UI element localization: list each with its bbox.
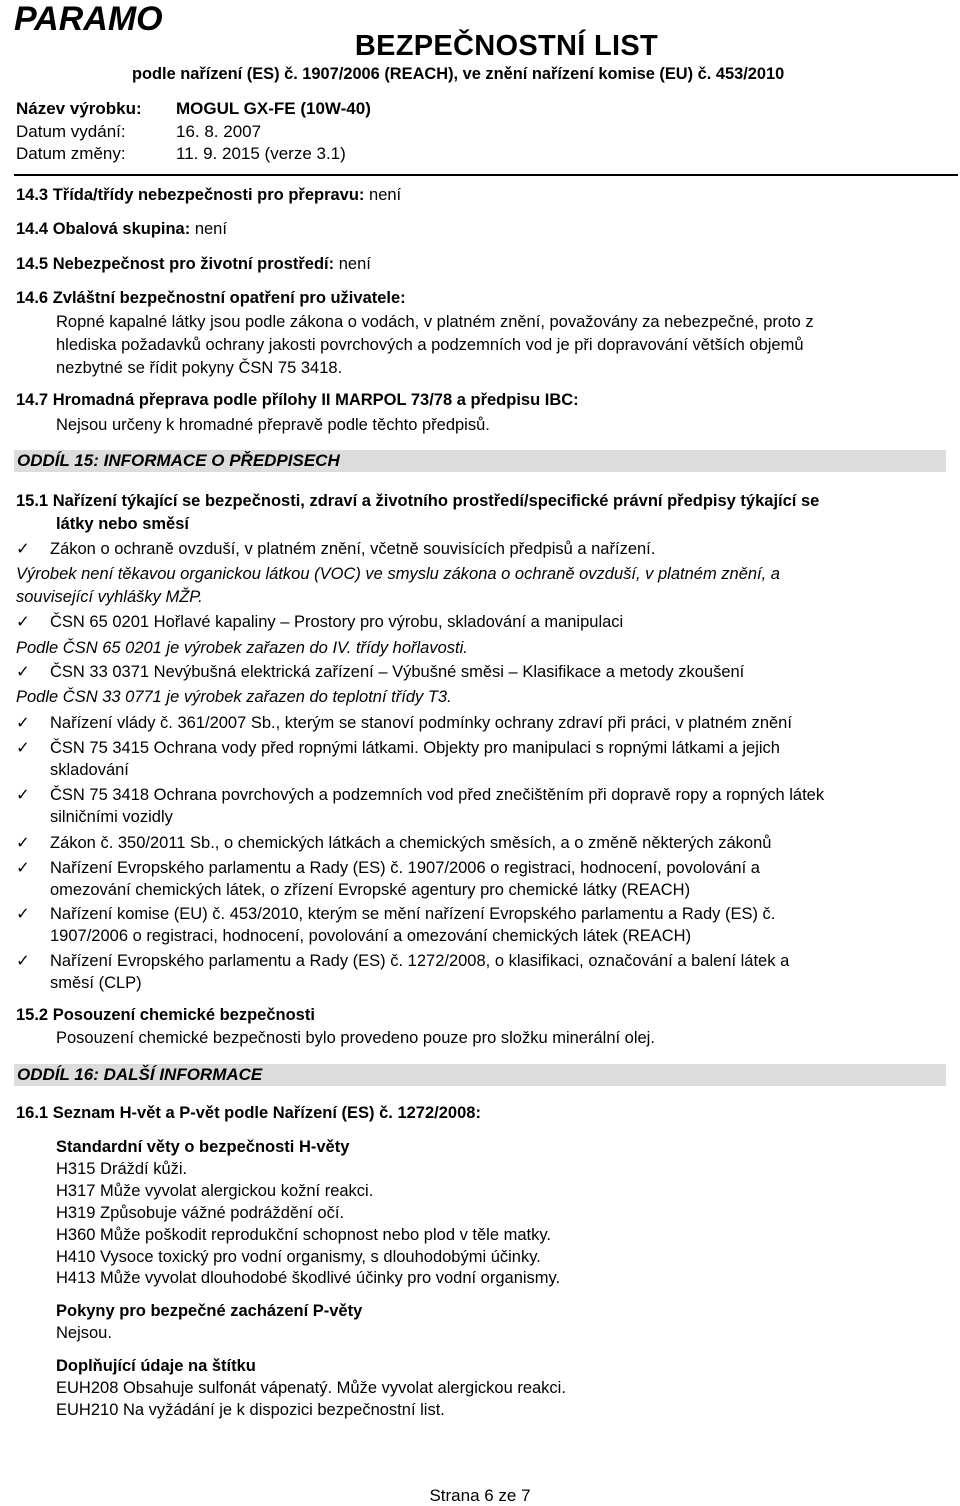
subsection-16-1-title: 16.1 Seznam H-vět a P-vět podle Nařízení (ES) č. 1272/2008: bbox=[16, 1104, 481, 1122]
issue-date-value: 16. 8. 2007 bbox=[176, 122, 262, 141]
change-date-value: 11. 9. 2015 (verze 3.1) bbox=[176, 144, 346, 163]
h-statement: H413 Může vyvolat dlouhodobé škodlivé účinky pro vodní organismy. bbox=[56, 1269, 561, 1287]
product-name-row bbox=[16, 98, 371, 120]
p-statements-text: Nejsou. bbox=[56, 1324, 112, 1342]
h-statement: H319 Způsobuje vážné podráždění očí. bbox=[56, 1204, 345, 1222]
checkmark-icon: ✓ bbox=[16, 714, 30, 732]
subsection-14-3-title: 14.3 Třída/třídy nebezpečnosti pro přepravu: bbox=[16, 186, 365, 204]
regulation-text: ČSN 65 0201 Hořlavé kapaliny – Prostory pro výrobu, skladování a manipulaci bbox=[50, 613, 624, 631]
subsection-15-1-title-line1: 15.1 Nařízení týkající se bezpečnosti, zdraví a životního prostředí/specifické právní předpisy týkající se bbox=[16, 492, 820, 510]
regulation-item bbox=[16, 832, 946, 854]
checkmark-icon: ✓ bbox=[16, 905, 30, 923]
subsection-14-3 bbox=[16, 184, 401, 206]
page-number: Strana 6 ze 7 bbox=[429, 1486, 531, 1505]
checkmark-icon: ✓ bbox=[16, 613, 30, 631]
subsection-14-4-value: není bbox=[194, 220, 227, 238]
checkmark-icon: ✓ bbox=[16, 663, 30, 681]
checkmark-icon: ✓ bbox=[16, 540, 30, 558]
subsection-14-4-title: 14.4 Obalová skupina: bbox=[16, 220, 191, 238]
paramo-logo bbox=[14, 2, 214, 36]
checkmark-icon: ✓ bbox=[16, 786, 30, 804]
regulation-text: ČSN 33 0371 Nevýbušná elektrická zařízení – Výbušné směsi – Klasifikace a metody zkoušení bbox=[50, 663, 745, 681]
checkmark-icon: ✓ bbox=[16, 952, 30, 970]
regulation-text-line1: Nařízení Evropského parlamentu a Rady (ES) č. 1907/2006 o registraci, hodnocení, povolování a bbox=[50, 859, 760, 877]
regulation-text-line2: 1907/2006 o registraci, hodnocení, povolování a omezování chemických látek (REACH) bbox=[50, 927, 692, 945]
h-statement: H315 Dráždí kůži. bbox=[56, 1160, 188, 1178]
checkmark-icon: ✓ bbox=[16, 859, 30, 877]
temperature-class-note: Podle ČSN 33 0771 je výrobek zařazen do teplotní třídy T3. bbox=[16, 688, 452, 706]
section-15-heading: ODDÍL 15: INFORMACE O PŘEDPISECH bbox=[14, 450, 946, 472]
subsection-14-6-line3: nezbytné se řídit pokyny ČSN 75 3418. bbox=[56, 359, 343, 377]
subsection-15-2-text: Posouzení chemické bezpečnosti bylo provedeno pouze pro složku minerální olej. bbox=[56, 1029, 655, 1047]
regulation-text-line1: Nařízení komise (EU) č. 453/2010, kterým se mění nařízení Evropského parlamentu a Rady (ES) č. bbox=[50, 905, 776, 923]
regulation-item bbox=[16, 712, 946, 734]
subsection-14-5-value: není bbox=[338, 255, 371, 273]
h-statement: H410 Vysoce toxický pro vodní organismy, s dlouhodobými účinky. bbox=[56, 1248, 541, 1266]
label-info-line: EUH208 Obsahuje sulfonát vápenatý. Může vyvolat alergickou reakci. bbox=[56, 1379, 566, 1397]
subsection-14-6-line1: Ropné kapalné látky jsou podle zákona o vodách, v platném znění, považovány za nebezpečné, proto z bbox=[56, 313, 814, 331]
subsection-14-6-line2: hlediska požadavků ochrany jakosti povrchových a podzemních vod je při dopravování větších objemů bbox=[56, 336, 804, 354]
label-info-line: EUH210 Na vyžádání je k dispozici bezpečnostní list. bbox=[56, 1401, 445, 1419]
regulation-text: Nařízení vlády č. 361/2007 Sb., kterým se stanoví podmínky ochrany zdraví při práci, v platném znění bbox=[50, 714, 792, 732]
regulation-text-line1: ČSN 75 3418 Ochrana povrchových a podzemních vod před znečištěním při dopravě ropy a ropných látek bbox=[50, 786, 825, 804]
regulation-text: Zákon č. 350/2011 Sb., o chemických látkách a chemických směsích, a o změně některých zákonů bbox=[50, 834, 772, 852]
regulation-item bbox=[16, 857, 946, 901]
regulation-text-line1: ČSN 75 3415 Ochrana vody před ropnými látkami. Objekty pro manipulaci s ropnými látkami a jejich bbox=[50, 739, 780, 757]
regulation-item bbox=[16, 950, 946, 994]
flammability-note: Podle ČSN 65 0201 je výrobek zařazen do IV. třídy hořlavosti. bbox=[16, 639, 468, 657]
regulation-item bbox=[16, 661, 946, 683]
voc-note-line1: Výrobek není těkavou organickou látkou (VOC) ve smyslu zákona o ochraně ovzduší, v platném znění, a bbox=[16, 565, 780, 583]
regulation-text-line2: omezování chemických látek, o zřízení Evropské agentury pro chemické látky (REACH) bbox=[50, 881, 691, 899]
subsection-15-2-title: 15.2 Posouzení chemické bezpečnosti bbox=[16, 1006, 315, 1024]
change-date-row bbox=[16, 143, 346, 165]
subsection-15-1-title-line2: látky nebo směsí bbox=[56, 515, 189, 533]
product-label: Název výrobku: bbox=[16, 99, 142, 118]
h-statement: H360 Může poškodit reprodukční schopnost nebo plod v těle matky. bbox=[56, 1226, 551, 1244]
h-statements-title: Standardní věty o bezpečnosti H-věty bbox=[56, 1138, 350, 1156]
product-value: MOGUL GX-FE (10W-40) bbox=[176, 99, 371, 118]
regulation-text-line1: Nařízení Evropského parlamentu a Rady (ES) č. 1272/2008, o klasifikaci, označování a balení látek a bbox=[50, 952, 790, 970]
header-divider bbox=[14, 174, 958, 176]
regulation-item bbox=[16, 737, 946, 781]
subsection-14-7-text: Nejsou určeny k hromadné přepravě podle těchto předpisů. bbox=[56, 416, 490, 434]
subsection-14-4 bbox=[16, 218, 227, 240]
regulation-text: Zákon o ochraně ovzduší, v platném znění, včetně souvisících předpisů a nařízení. bbox=[50, 540, 656, 558]
document-subtitle: podle nařízení (ES) č. 1907/2006 (REACH), ve znění nařízení komise (EU) č. 453/2010 bbox=[132, 65, 785, 83]
section-16-heading: ODDÍL 16: DALŠÍ INFORMACE bbox=[14, 1064, 946, 1086]
regulation-item bbox=[16, 611, 946, 633]
issue-date-label: Datum vydání: bbox=[16, 122, 126, 141]
subsection-14-7-title: 14.7 Hromadná přeprava podle přílohy II MARPOL 73/78 a předpisu IBC: bbox=[16, 391, 579, 409]
regulation-item bbox=[16, 784, 946, 828]
voc-note-line2: související vyhlášky MŽP. bbox=[16, 588, 203, 606]
regulation-item bbox=[16, 538, 946, 560]
checkmark-icon: ✓ bbox=[16, 834, 30, 852]
regulation-item bbox=[16, 903, 946, 947]
change-date-label: Datum změny: bbox=[16, 144, 126, 163]
regulation-text-line2: silničními vozidly bbox=[50, 808, 173, 826]
document-title: BEZPEČNOSTNÍ LIST bbox=[354, 30, 658, 62]
p-statements-title: Pokyny pro bezpečné zacházení P-věty bbox=[56, 1302, 363, 1320]
label-info-title: Doplňující údaje na štítku bbox=[56, 1357, 256, 1375]
subsection-14-6-title: 14.6 Zvláštní bezpečnostní opatření pro uživatele: bbox=[16, 289, 406, 307]
regulation-text-line2: směsí (CLP) bbox=[50, 974, 142, 992]
checkmark-icon: ✓ bbox=[16, 739, 30, 757]
h-statement: H317 Může vyvolat alergickou kožní reakci. bbox=[56, 1182, 374, 1200]
issue-date-row bbox=[16, 121, 261, 143]
logo-text: PARAMO bbox=[14, 2, 163, 36]
regulation-text-line2: skladování bbox=[50, 761, 129, 779]
subsection-14-5 bbox=[16, 253, 371, 275]
subsection-14-5-title: 14.5 Nebezpečnost pro životní prostředí: bbox=[16, 255, 335, 273]
subsection-14-3-value: není bbox=[369, 186, 402, 204]
